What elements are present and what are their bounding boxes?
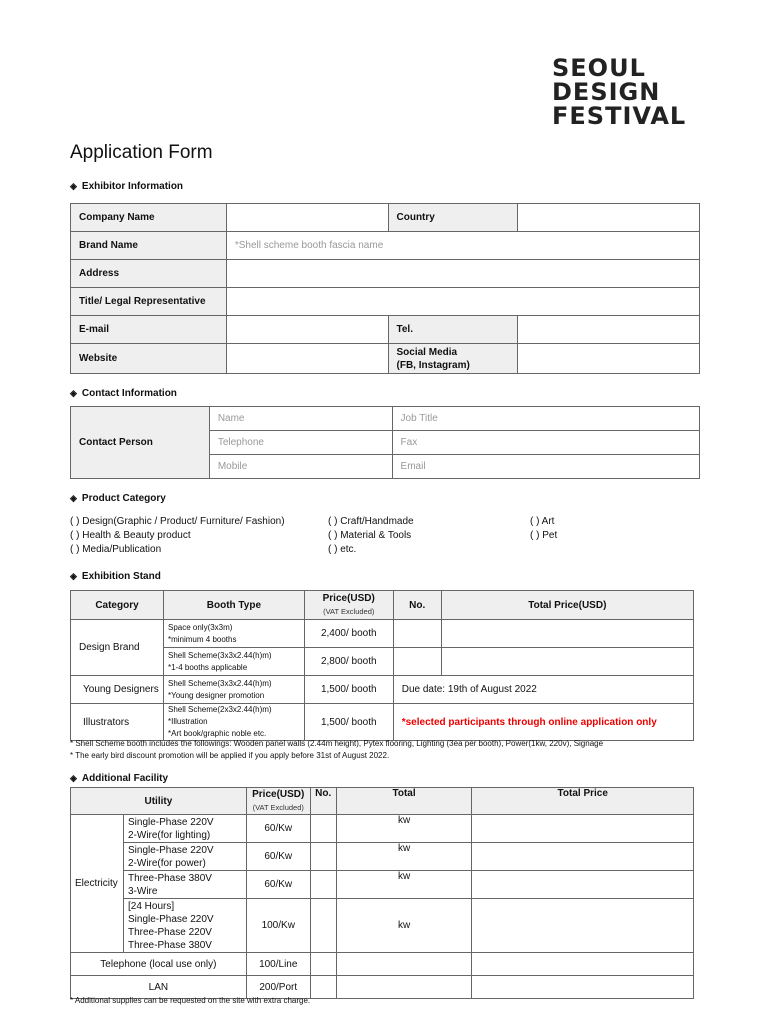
tel-field[interactable] (518, 316, 700, 344)
stand-heading: ◈ Exhibition Stand (70, 571, 161, 582)
facility-no-field[interactable] (310, 953, 336, 976)
electricity-option-4: [24 Hours] Single-Phase 220V Three-Phase 220V Three-Phase 380V (123, 899, 246, 953)
facility-h-utility: Utility (71, 788, 247, 815)
product-col-3 (530, 515, 557, 543)
stand-note-1: * Shell Scheme booth includes the followings: Wooden panel walls (2.44m height), Pytex flooring, Lighting (3ea per booth), Power(1kw, 220v), Signage (70, 739, 604, 748)
contact-telephone-field[interactable]: Telephone (209, 431, 392, 455)
facility-table (70, 787, 694, 999)
stand-h-no: No. (393, 591, 441, 620)
telephone-label: Telephone (local use only) (71, 953, 247, 976)
website-field[interactable] (226, 344, 388, 374)
design-brand-label: Design Brand (71, 620, 164, 676)
diamond-icon: ◈ (70, 773, 77, 783)
booth-price: 2,400/ booth (304, 620, 393, 648)
product-option[interactable]: ( ) Art (530, 516, 555, 527)
booth-illustration: Shell Scheme(2x3x2.44(h)m) *Illustration *Art book/graphic noble etc. (163, 704, 304, 741)
product-option[interactable]: ( ) Health & Beauty product (70, 530, 191, 541)
exhibitor-heading: ◈ Exhibitor Information (70, 181, 184, 192)
facility-heading: ◈ Additional Facility (70, 773, 169, 784)
diamond-icon: ◈ (70, 388, 77, 398)
facility-total-field[interactable]: kw (336, 871, 472, 899)
product-option[interactable]: ( ) Media/Publication (70, 544, 162, 555)
social-media-label: Social Media (FB, Instagram) (388, 344, 518, 374)
brand-name-field[interactable]: *Shell scheme booth fascia name (226, 232, 699, 260)
contact-name-field[interactable]: Name (209, 407, 392, 431)
electricity-option-2: Single-Phase 220V 2-Wire(for power) (123, 843, 246, 871)
contact-job-title-field[interactable]: Job Title (392, 407, 699, 431)
website-label: Website (71, 344, 227, 374)
lan-label: LAN (71, 976, 247, 999)
facility-no-field[interactable] (310, 899, 336, 953)
facility-price: 60/Kw (246, 843, 310, 871)
email-label: E-mail (71, 316, 227, 344)
page-title: Application Form (70, 142, 213, 163)
contact-table (70, 406, 700, 479)
product-option[interactable]: ( ) Craft/Handmade (328, 516, 414, 527)
stand-h-booth: Booth Type (163, 591, 304, 620)
booth-shell-scheme: Shell Scheme(3x3x2.44(h)m) *1-4 booths applicable (163, 648, 304, 676)
logo-line-3: FESTIVAL (552, 102, 687, 130)
address-field[interactable] (226, 260, 699, 288)
diamond-icon: ◈ (70, 493, 77, 503)
contact-person-label: Contact Person (71, 407, 210, 479)
young-designers-label: Young Designers (71, 676, 164, 704)
booth-total-field[interactable] (441, 620, 693, 648)
stand-h-price: Price(USD) (VAT Excluded) (304, 591, 393, 620)
facility-h-total-price: Total Price (472, 788, 694, 815)
electricity-option-3: Three-Phase 380V 3-Wire (123, 871, 246, 899)
festival-logo (552, 56, 702, 128)
young-due-date: Due date: 19th of August 2022 (393, 676, 693, 704)
stand-h-category: Category (71, 591, 164, 620)
contact-fax-field[interactable]: Fax (392, 431, 699, 455)
product-col-2 (328, 515, 414, 557)
logo-line-2: DESIGN (552, 78, 661, 106)
contact-email-field[interactable]: Email (392, 455, 699, 479)
facility-total-price-field[interactable] (472, 843, 694, 871)
tel-label: Tel. (388, 316, 518, 344)
country-label: Country (388, 204, 518, 232)
product-col-1 (70, 515, 285, 557)
facility-h-total: Total (336, 788, 472, 815)
facility-total-field[interactable] (336, 953, 472, 976)
contact-mobile-field[interactable]: Mobile (209, 455, 392, 479)
facility-note: * Additional supplies can be requested on the site with extra charge. (70, 996, 311, 1005)
product-option[interactable]: ( ) Design(Graphic / Product/ Furniture/ Fashion) (70, 516, 285, 527)
illustrators-label: Illustrators (71, 704, 164, 741)
product-option[interactable]: ( ) Material & Tools (328, 530, 412, 541)
company-name-field[interactable] (226, 204, 388, 232)
facility-total-price-field[interactable] (472, 815, 694, 843)
logo-line-1: SEOUL (552, 54, 646, 82)
diamond-icon: ◈ (70, 571, 77, 581)
facility-total-price-field[interactable] (472, 976, 694, 999)
facility-no-field[interactable] (310, 976, 336, 999)
facility-total-price-field[interactable] (472, 899, 694, 953)
booth-price: 1,500/ booth (304, 676, 393, 704)
facility-total-field[interactable] (336, 976, 472, 999)
facility-total-field[interactable]: kw (336, 843, 472, 871)
company-name-label: Company Name (71, 204, 227, 232)
facility-total-price-field[interactable] (472, 871, 694, 899)
facility-total-price-field[interactable] (472, 953, 694, 976)
title-rep-label: Title/ Legal Representative (71, 288, 227, 316)
facility-price: 100/Line (246, 953, 310, 976)
facility-no-field[interactable] (310, 843, 336, 871)
product-option[interactable]: ( ) etc. (328, 544, 357, 555)
facility-price: 60/Kw (246, 815, 310, 843)
title-rep-field[interactable] (226, 288, 699, 316)
facility-h-price: Price(USD) (VAT Excluded) (246, 788, 310, 815)
facility-price: 100/Kw (246, 899, 310, 953)
diamond-icon: ◈ (70, 181, 77, 191)
product-option[interactable]: ( ) Pet (530, 530, 558, 541)
address-label: Address (71, 260, 227, 288)
electricity-label: Electricity (71, 815, 124, 953)
facility-no-field[interactable] (310, 815, 336, 843)
country-field[interactable] (518, 204, 700, 232)
social-media-field[interactable] (518, 344, 700, 374)
contact-heading: ◈ Contact Information (70, 388, 177, 399)
booth-total-field[interactable] (441, 648, 693, 676)
illustrators-note: *selected participants through online application only (393, 704, 693, 741)
facility-price: 60/Kw (246, 871, 310, 899)
exhibitor-table (70, 203, 700, 374)
stand-table (70, 590, 694, 741)
facility-total-field[interactable]: kw (336, 815, 472, 843)
facility-no-field[interactable] (310, 871, 336, 899)
facility-h-no: No. (310, 788, 336, 815)
booth-price: 1,500/ booth (304, 704, 393, 741)
booth-space-only: Space only(3x3m) *minimum 4 booths (163, 620, 304, 648)
electricity-option-1: Single-Phase 220V 2-Wire(for lighting) (123, 815, 246, 843)
email-field[interactable] (226, 316, 388, 344)
brand-name-label: Brand Name (71, 232, 227, 260)
facility-total-field[interactable]: kw (336, 899, 472, 953)
stand-note-2: * The early bird discount promotion will be applied if you apply before 31st of August 2022. (70, 751, 390, 760)
booth-no-field[interactable] (393, 648, 441, 676)
facility-price: 200/Port (246, 976, 310, 999)
stand-h-total: Total Price(USD) (441, 591, 693, 620)
booth-no-field[interactable] (393, 620, 441, 648)
booth-price: 2,800/ booth (304, 648, 393, 676)
booth-young-designer: Shell Scheme(3x3x2.44(h)m) *Young designer promotion (163, 676, 304, 704)
product-heading: ◈ Product Category (70, 493, 166, 504)
